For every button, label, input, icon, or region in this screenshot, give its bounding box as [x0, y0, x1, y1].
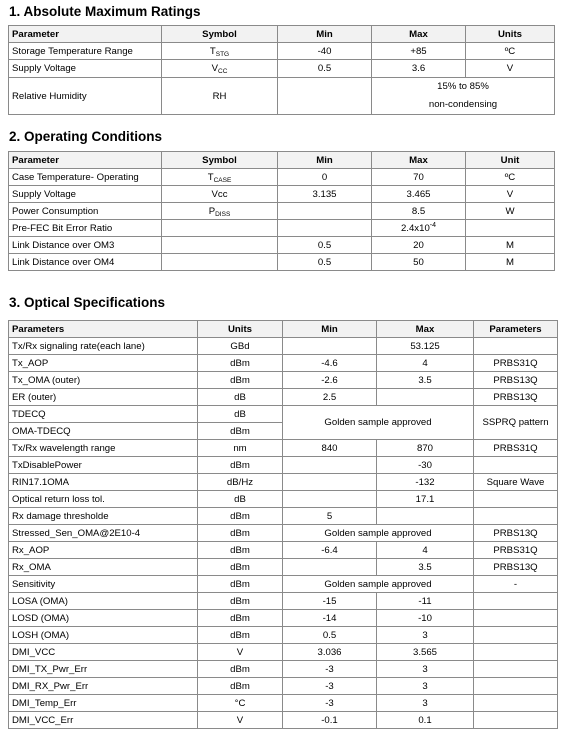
parameter-cell: Link Distance over OM3	[9, 237, 162, 254]
unit-cell: W	[466, 203, 555, 220]
column-header: Units	[198, 321, 283, 338]
parameter-cell: Sensitivity	[9, 576, 198, 593]
table-row	[9, 254, 555, 271]
span-note-cell: Golden sample approved	[283, 406, 474, 440]
min-cell: 0	[278, 169, 372, 186]
unit-cell: dBm	[198, 457, 283, 474]
notes-cell	[474, 457, 558, 474]
min-cell: 3.135	[278, 186, 372, 203]
notes-cell: -	[474, 576, 558, 593]
unit-cell: ºC	[466, 43, 555, 60]
notes-cell: PRBS13Q	[474, 559, 558, 576]
min-cell	[283, 474, 377, 491]
parameter-cell: Link Distance over OM4	[9, 254, 162, 271]
table-row	[9, 169, 555, 186]
parameter-cell: DMI_TX_Pwr_Err	[9, 661, 198, 678]
max-cell	[377, 508, 474, 525]
symbol-cell	[162, 169, 278, 186]
notes-cell: PRBS31Q	[474, 440, 558, 457]
table-row	[9, 406, 558, 423]
table-row	[9, 491, 558, 508]
max-cell: 53.125	[377, 338, 474, 355]
column-header: Min	[283, 321, 377, 338]
unit-cell: dBm	[198, 508, 283, 525]
symbol-cell	[162, 220, 278, 237]
min-cell: 840	[283, 440, 377, 457]
unit-cell: V	[466, 60, 555, 78]
notes-cell: PRBS13Q	[474, 389, 558, 406]
span-note-cell: Golden sample approved	[283, 525, 474, 542]
column-header: Min	[278, 26, 372, 43]
symbol-subscript: STG	[215, 50, 230, 58]
max-cell: 50	[372, 254, 466, 271]
min-cell	[278, 78, 372, 115]
table-row	[9, 440, 558, 457]
unit-cell: V	[198, 644, 283, 661]
table-row	[9, 237, 555, 254]
span-note-cell: Golden sample approved	[283, 576, 474, 593]
column-header: Parameters	[474, 321, 558, 338]
parameter-cell: Relative Humidity	[9, 78, 162, 115]
unit-cell: dB	[198, 406, 283, 423]
min-cell: 2.5	[283, 389, 377, 406]
table-row	[9, 203, 555, 220]
notes-cell: PRBS13Q	[474, 372, 558, 389]
max-cell: -11	[377, 593, 474, 610]
unit-cell	[466, 220, 555, 237]
min-cell	[278, 220, 372, 237]
unit-cell: dBm	[198, 678, 283, 695]
min-cell: 0.5	[278, 254, 372, 271]
table-row	[9, 355, 558, 372]
symbol-cell	[162, 43, 278, 60]
symbol-main: RH	[212, 90, 227, 102]
max-exponent: -4	[429, 221, 437, 229]
max-cell: 20	[372, 237, 466, 254]
min-cell: 5	[283, 508, 377, 525]
column-header: Min	[278, 152, 372, 169]
table-row	[9, 78, 555, 115]
unit-cell: dBm	[198, 355, 283, 372]
table-row	[9, 559, 558, 576]
min-cell: -3	[283, 678, 377, 695]
table-row	[9, 220, 555, 237]
parameter-cell: ER (outer)	[9, 389, 198, 406]
notes-cell	[474, 678, 558, 695]
table-row	[9, 389, 558, 406]
symbol-cell	[162, 60, 278, 78]
table-row	[9, 695, 558, 712]
parameter-cell: TDECQ	[9, 406, 198, 423]
max-cell: 3.5	[377, 559, 474, 576]
max-cell: 3.5	[377, 372, 474, 389]
max-cell: 70	[372, 169, 466, 186]
notes-cell	[474, 491, 558, 508]
notes-cell	[474, 644, 558, 661]
parameter-cell: Power Consumption	[9, 203, 162, 220]
min-cell: 3.036	[283, 644, 377, 661]
symbol-cell	[162, 203, 278, 220]
min-cell: -0.1	[283, 712, 377, 729]
column-header: Symbol	[162, 152, 278, 169]
table-row	[9, 338, 558, 355]
notes-cell: PRBS31Q	[474, 542, 558, 559]
notes-cell	[474, 695, 558, 712]
max-cell: 3	[377, 661, 474, 678]
unit-cell: dBm	[198, 576, 283, 593]
parameter-cell: OMA-TDECQ	[9, 423, 198, 440]
unit-cell: °C	[198, 695, 283, 712]
unit-cell: V	[198, 712, 283, 729]
notes-cell: SSPRQ pattern	[474, 406, 558, 440]
symbol-main: Vcc	[211, 188, 228, 200]
parameter-cell: LOSH (OMA)	[9, 627, 198, 644]
column-header: Max	[372, 152, 466, 169]
table-row	[9, 576, 558, 593]
min-cell	[283, 491, 377, 508]
parameter-cell: Tx_AOP	[9, 355, 198, 372]
parameter-cell: LOSD (OMA)	[9, 610, 198, 627]
max-cell	[377, 389, 474, 406]
notes-cell	[474, 712, 558, 729]
column-header: Parameters	[9, 321, 198, 338]
unit-cell: GBd	[198, 338, 283, 355]
max-cell: 870	[377, 440, 474, 457]
column-header: Parameter	[9, 152, 162, 169]
max-cell: -10	[377, 610, 474, 627]
optical-specifications-table	[8, 320, 558, 729]
table-row	[9, 610, 558, 627]
min-cell: -15	[283, 593, 377, 610]
section-title-operating-conditions: 2. Operating Conditions	[9, 129, 163, 144]
unit-cell: dBm	[198, 542, 283, 559]
max-cell: 3	[377, 627, 474, 644]
unit-cell: dB/Hz	[198, 474, 283, 491]
max-cell: 4	[377, 542, 474, 559]
symbol-subscript: CC	[218, 68, 228, 75]
unit-cell: ºC	[466, 169, 555, 186]
table-row	[9, 627, 558, 644]
parameter-cell: Rx_AOP	[9, 542, 198, 559]
unit-cell: dBm	[198, 610, 283, 627]
table-row	[9, 474, 558, 491]
max-cell: 3.565	[377, 644, 474, 661]
min-cell: 0.5	[283, 627, 377, 644]
unit-cell: dBm	[198, 423, 283, 440]
max-cell: 0.1	[377, 712, 474, 729]
symbol-cell	[162, 237, 278, 254]
unit-cell: dB	[198, 491, 283, 508]
column-header: Parameter	[9, 26, 162, 43]
max-cell: +85	[372, 43, 466, 60]
table-row	[9, 60, 555, 78]
table-row	[9, 457, 558, 474]
max-cell: 4	[377, 355, 474, 372]
table-row	[9, 678, 558, 695]
section-title-absolute-max: 1. Absolute Maximum Ratings	[9, 4, 201, 19]
max-cell: 3.465	[372, 186, 466, 203]
column-header: Symbol	[162, 26, 278, 43]
unit-cell: M	[466, 237, 555, 254]
unit-cell: V	[466, 186, 555, 203]
column-header: Max	[377, 321, 474, 338]
parameter-cell: TxDisablePower	[9, 457, 198, 474]
min-cell: -3	[283, 695, 377, 712]
min-cell: -3	[283, 661, 377, 678]
min-cell	[283, 559, 377, 576]
table-row	[9, 644, 558, 661]
table-header-row	[9, 152, 555, 169]
parameter-cell: Storage Temperature Range	[9, 43, 162, 60]
parameter-cell: LOSA (OMA)	[9, 593, 198, 610]
min-cell: -6.4	[283, 542, 377, 559]
table-row	[9, 43, 555, 60]
parameter-cell: RIN17.1OMA	[9, 474, 198, 491]
section-title-optical-specifications: 3. Optical Specifications	[9, 295, 166, 310]
max-cell	[372, 220, 466, 237]
unit-cell: dB	[198, 389, 283, 406]
unit-cell: dBm	[198, 593, 283, 610]
parameter-cell: Tx/Rx wavelength range	[9, 440, 198, 457]
table-row	[9, 372, 558, 389]
min-cell: -2.6	[283, 372, 377, 389]
operating-conditions-table	[8, 151, 555, 271]
table-row	[9, 661, 558, 678]
table-row	[9, 186, 555, 203]
symbol-main: P	[208, 205, 216, 217]
max-cell: 3	[377, 678, 474, 695]
parameter-cell: Supply Voltage	[9, 186, 162, 203]
min-cell: -40	[278, 43, 372, 60]
unit-cell: dBm	[198, 627, 283, 644]
symbol-main: T	[209, 45, 216, 57]
parameter-cell: Stressed_Sen_OMA@2E10-4	[9, 525, 198, 542]
min-cell: -14	[283, 610, 377, 627]
symbol-cell	[162, 186, 278, 203]
table-row	[9, 593, 558, 610]
parameter-cell: Pre-FEC Bit Error Ratio	[9, 220, 162, 237]
parameter-cell: Rx_OMA	[9, 559, 198, 576]
min-cell: -4.6	[283, 355, 377, 372]
notes-cell: PRBS13Q	[474, 525, 558, 542]
humidity-note: non-condensing	[428, 99, 498, 110]
notes-cell	[474, 610, 558, 627]
symbol-subscript: DISS	[215, 210, 231, 218]
symbol-main: V	[211, 63, 218, 74]
min-cell: 0.5	[278, 60, 372, 78]
notes-cell: PRBS31Q	[474, 355, 558, 372]
max-base: 2.4x10	[400, 222, 430, 234]
humidity-range-cell	[372, 78, 555, 115]
parameter-cell: DMI_VCC	[9, 644, 198, 661]
parameter-cell: Case Temperature- Operating	[9, 169, 162, 186]
table-row	[9, 542, 558, 559]
notes-cell	[474, 508, 558, 525]
min-cell	[283, 338, 377, 355]
max-cell: -30	[377, 457, 474, 474]
min-cell: 0.5	[278, 237, 372, 254]
parameter-cell: DMI_VCC_Err	[9, 712, 198, 729]
parameter-cell: DMI_RX_Pwr_Err	[9, 678, 198, 695]
unit-cell: dBm	[198, 559, 283, 576]
parameter-cell: Tx_OMA (outer)	[9, 372, 198, 389]
humidity-range: 15% to 85%	[437, 81, 489, 92]
absolute-max-ratings-table	[8, 25, 555, 115]
symbol-cell	[162, 78, 278, 115]
unit-cell: nm	[198, 440, 283, 457]
column-header: Units	[466, 26, 555, 43]
symbol-cell	[162, 254, 278, 271]
table-row	[9, 525, 558, 542]
unit-cell: dBm	[198, 372, 283, 389]
notes-cell	[474, 593, 558, 610]
max-cell: 8.5	[372, 203, 466, 220]
table-row	[9, 508, 558, 525]
column-header: Unit	[466, 152, 555, 169]
symbol-main: T	[207, 171, 214, 183]
table-row	[9, 712, 558, 729]
max-cell: -132	[377, 474, 474, 491]
unit-cell: dBm	[198, 661, 283, 678]
parameter-cell: Supply Voltage	[9, 60, 162, 78]
notes-cell: Square Wave	[474, 474, 558, 491]
column-header: Max	[372, 26, 466, 43]
parameter-cell: DMI_Temp_Err	[9, 695, 198, 712]
max-cell: 3.6	[372, 60, 466, 78]
table-header-row	[9, 26, 555, 43]
min-cell	[278, 203, 372, 220]
symbol-subscript: CASE	[213, 176, 232, 184]
table-header-row	[9, 321, 558, 338]
unit-cell: dBm	[198, 525, 283, 542]
parameter-cell: Rx damage thresholde	[9, 508, 198, 525]
notes-cell	[474, 338, 558, 355]
notes-cell	[474, 661, 558, 678]
max-cell: 17.1	[377, 491, 474, 508]
parameter-cell: Tx/Rx signaling rate(each lane)	[9, 338, 198, 355]
min-cell	[283, 457, 377, 474]
unit-cell: M	[466, 254, 555, 271]
notes-cell	[474, 627, 558, 644]
parameter-cell: Optical return loss tol.	[9, 491, 198, 508]
max-cell: 3	[377, 695, 474, 712]
